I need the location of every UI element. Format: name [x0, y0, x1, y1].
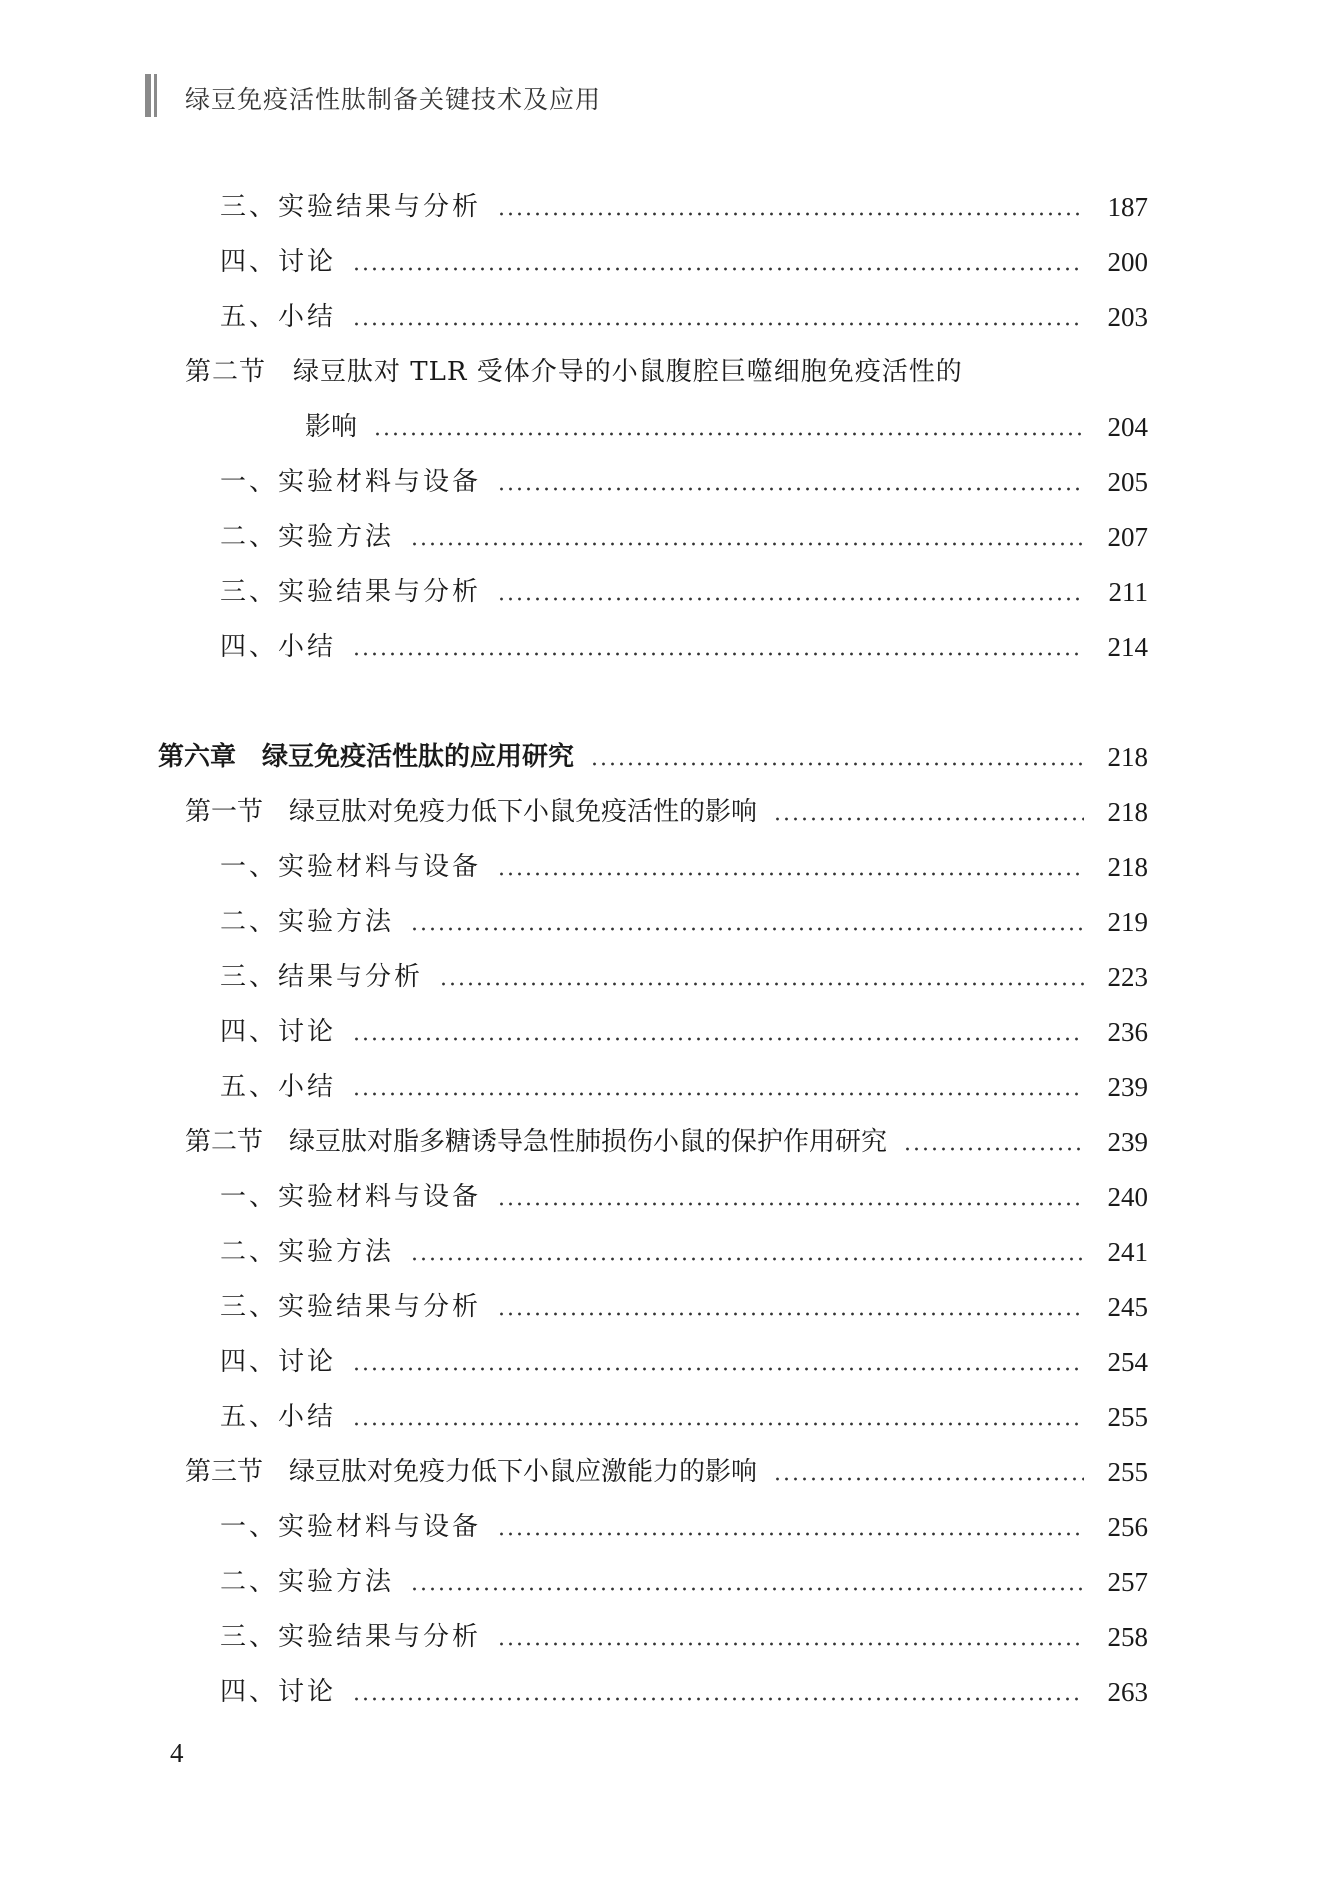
toc-entry[interactable] [0, 952, 1331, 992]
toc-entry-label: 影响 [305, 412, 358, 442]
toc-entry-page: 239 [1107, 1072, 1148, 1102]
header-bar-thin [154, 74, 157, 117]
toc-entry-page: 239 [1107, 1127, 1148, 1157]
toc-entry-page: 254 [1107, 1347, 1148, 1377]
toc-entry-label: 一、实验材料与设备 [220, 1512, 482, 1542]
toc-entry[interactable] [0, 292, 1331, 332]
toc-entry-page: 255 [1107, 1457, 1148, 1487]
dot-leader [352, 1367, 1084, 1371]
toc-entry[interactable] [0, 1392, 1331, 1432]
dot-leader [497, 1532, 1084, 1536]
toc-entry[interactable] [0, 1062, 1331, 1102]
toc-entry[interactable] [0, 622, 1331, 662]
toc-entry-page: 255 [1107, 1402, 1148, 1432]
toc-entry-label: 三、结果与分析 [220, 962, 424, 992]
toc-entry-label: 四、讨论 [220, 247, 337, 277]
toc-entry-page: 240 [1107, 1182, 1148, 1212]
dot-leader [410, 1587, 1084, 1591]
dot-leader [497, 212, 1084, 216]
toc-entry-page: 187 [1107, 192, 1148, 222]
page-number: 4 [170, 1738, 184, 1768]
dot-leader [773, 1477, 1084, 1481]
toc-entry-page: 258 [1107, 1622, 1148, 1652]
toc-entry-label: 第一节 绿豆肽对免疫力低下小鼠免疫活性的影响 [185, 797, 758, 827]
toc-entry-page: 257 [1107, 1567, 1148, 1597]
dot-leader [410, 542, 1084, 546]
dot-leader [352, 652, 1084, 656]
toc-entry-label: 四、小结 [220, 632, 337, 662]
toc-entry-page: 218 [1107, 742, 1148, 772]
toc-entry-page: 236 [1107, 1017, 1148, 1047]
toc-entry[interactable] [0, 1227, 1331, 1267]
toc-entry-label: 三、实验结果与分析 [220, 1622, 482, 1652]
dot-leader [497, 597, 1084, 601]
toc-entry[interactable] [0, 1612, 1331, 1652]
toc-entry[interactable] [0, 512, 1331, 552]
toc-section-heading[interactable] [0, 1447, 1331, 1487]
toc-section-heading[interactable] [0, 787, 1331, 827]
dot-leader [373, 432, 1084, 436]
toc-entry[interactable] [0, 1502, 1331, 1542]
toc-entry-label: 第二节 绿豆肽对 TLR 受体介导的小鼠腹腔巨噬细胞免疫活性的 [185, 357, 963, 387]
toc-entry-page: 200 [1107, 247, 1148, 277]
dot-leader [773, 817, 1084, 821]
toc-chapter-heading[interactable] [0, 732, 1331, 772]
toc-entry-page: 205 [1107, 467, 1148, 497]
toc-entry[interactable] [0, 842, 1331, 882]
toc-entry-page: 223 [1107, 962, 1148, 992]
dot-leader [352, 267, 1084, 271]
dot-leader [352, 1092, 1084, 1096]
toc-entry[interactable] [0, 1172, 1331, 1212]
toc-entry-label: 四、讨论 [220, 1347, 337, 1377]
running-title: 绿豆免疫活性肽制备关键技术及应用 [185, 85, 602, 114]
toc-entry-label: 第三节 绿豆肽对免疫力低下小鼠应激能力的影响 [185, 1457, 758, 1487]
dot-leader [497, 487, 1084, 491]
toc-entry-page: 241 [1107, 1237, 1148, 1267]
toc-entry-page: 263 [1107, 1677, 1148, 1707]
toc-entry[interactable] [0, 457, 1331, 497]
toc-entry-label: 三、实验结果与分析 [220, 192, 482, 222]
dot-leader [352, 1697, 1084, 1701]
toc-entry-label: 四、讨论 [220, 1017, 337, 1047]
dot-leader [439, 982, 1084, 986]
toc-entry-page: 245 [1107, 1292, 1148, 1322]
toc-entry-label: 第二节 绿豆肽对脂多糖诱导急性肺损伤小鼠的保护作用研究 [185, 1127, 888, 1157]
toc-entry[interactable] [0, 567, 1331, 607]
toc-entry[interactable] [0, 1667, 1331, 1707]
toc-entry-label: 第六章 绿豆免疫活性肽的应用研究 [158, 742, 575, 772]
toc-entry-page: 211 [1108, 577, 1148, 607]
toc-entry-page: 214 [1107, 632, 1148, 662]
toc-entry[interactable] [0, 237, 1331, 277]
toc-entry-label: 二、实验方法 [220, 907, 395, 937]
header-bar-thick [145, 74, 151, 117]
toc-entry[interactable] [0, 1557, 1331, 1597]
toc-entry-page: 204 [1107, 412, 1148, 442]
toc-entry[interactable] [0, 182, 1331, 222]
dot-leader [410, 1257, 1084, 1261]
toc-entry-label: 三、实验结果与分析 [220, 1292, 482, 1322]
toc-entry-label: 一、实验材料与设备 [220, 852, 482, 882]
toc-entry[interactable] [0, 1337, 1331, 1377]
toc-entry-label: 三、实验结果与分析 [220, 577, 482, 607]
dot-leader [497, 1642, 1084, 1646]
dot-leader [497, 1202, 1084, 1206]
toc-entry[interactable] [0, 402, 1331, 442]
toc-entry-label: 五、小结 [220, 1402, 337, 1432]
toc-entry-label: 二、实验方法 [220, 1567, 395, 1597]
toc-entry-label: 一、实验材料与设备 [220, 1182, 482, 1212]
dot-leader [352, 1422, 1084, 1426]
toc-entry[interactable] [0, 1007, 1331, 1047]
toc-entry-page: 218 [1107, 797, 1148, 827]
toc-entry[interactable] [0, 1282, 1331, 1322]
dot-leader [352, 1037, 1084, 1041]
toc-section-heading[interactable] [0, 347, 1331, 387]
toc-entry-label: 一、实验材料与设备 [220, 467, 482, 497]
toc-entry-label: 二、实验方法 [220, 1237, 395, 1267]
dot-leader [590, 762, 1084, 766]
toc-entry-label: 五、小结 [220, 1072, 337, 1102]
toc-entry-page: 203 [1107, 302, 1148, 332]
dot-leader [497, 1312, 1084, 1316]
dot-leader [903, 1147, 1084, 1151]
toc-entry-page: 219 [1107, 907, 1148, 937]
toc-entry-label: 四、讨论 [220, 1677, 337, 1707]
toc-entry-label: 二、实验方法 [220, 522, 395, 552]
toc-entry-page: 256 [1107, 1512, 1148, 1542]
dot-leader [352, 322, 1084, 326]
toc-entry-label: 五、小结 [220, 302, 337, 332]
toc-entry-page: 207 [1107, 522, 1148, 552]
dot-leader [410, 927, 1084, 931]
dot-leader [497, 872, 1084, 876]
header-decoration [145, 74, 161, 117]
toc-entry-page: 218 [1107, 852, 1148, 882]
toc-section-heading[interactable] [0, 1117, 1331, 1157]
toc-entry[interactable] [0, 897, 1331, 937]
